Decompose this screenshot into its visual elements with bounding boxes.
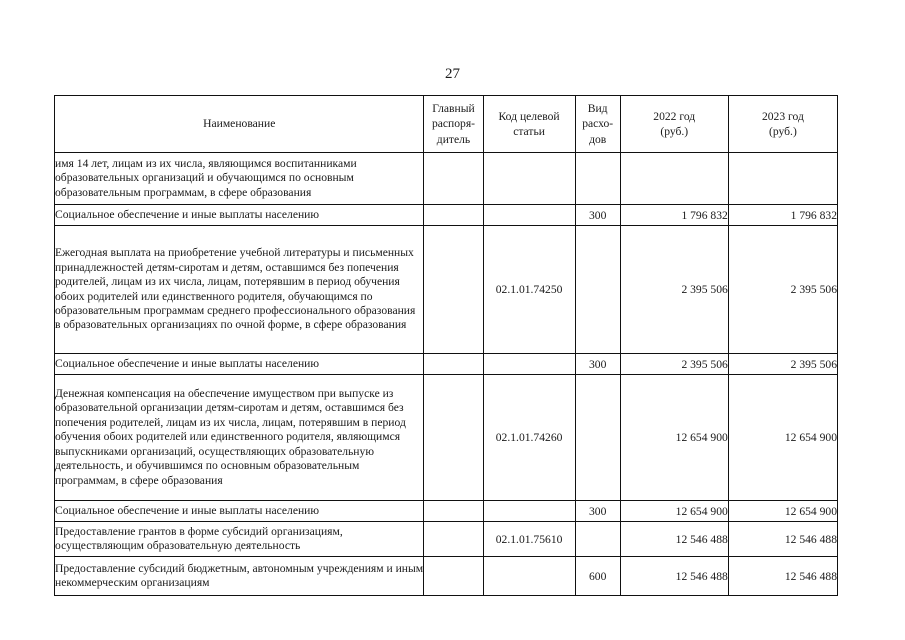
row-year-2023: 2 395 506 — [728, 354, 837, 375]
row-target-code — [483, 153, 575, 205]
row-expense-type — [575, 153, 620, 205]
row-main-manager — [424, 522, 483, 557]
row-target-code — [483, 501, 575, 522]
row-main-manager — [424, 153, 483, 205]
row-expense-type: 600 — [575, 557, 620, 596]
row-year-2023 — [728, 153, 837, 205]
row-year-2023: 12 654 900 — [728, 375, 837, 501]
row-year-2022: 1 796 832 — [620, 205, 728, 226]
row-year-2023: 2 395 506 — [728, 226, 837, 354]
row-name: имя 14 лет, лицам из их числа, являющимся воспитанниками образовательных организаций и обучающимся по основным образовательным программам, в сфере образования — [55, 153, 424, 205]
row-name: Социальное обеспечение и иные выплаты населению — [55, 501, 424, 522]
table-row — [55, 557, 838, 596]
row-year-2023: 12 654 900 — [728, 501, 837, 522]
row-target-code — [483, 354, 575, 375]
row-year-2023: 12 546 488 — [728, 557, 837, 596]
table-row — [55, 522, 838, 557]
table-row — [55, 226, 838, 354]
row-year-2022: 12 546 488 — [620, 522, 728, 557]
row-name: Предоставление субсидий бюджетным, автономным учреждениям и иным некоммерческим организациям — [55, 557, 424, 596]
row-expense-type — [575, 375, 620, 501]
row-expense-type: 300 — [575, 501, 620, 522]
row-target-code: 02.1.01.75610 — [483, 522, 575, 557]
header-expense-type: Вид расхо-дов — [575, 96, 620, 153]
row-name: Ежегодная выплата на приобретение учебной литературы и письменных принадлежностей детям-сиротам и детям, оставшимся без попечения родителей, лицам из их числа, лицам, потерявшим в период обучения обоих родителей или единственного родителя, обучающимся по образовательным программам среднего профессионального образования в образовательных организациях по очной форме, в сфере образования — [55, 226, 424, 354]
table-row — [55, 153, 838, 205]
row-year-2023: 12 546 488 — [728, 522, 837, 557]
table-row — [55, 501, 838, 522]
row-main-manager — [424, 501, 483, 522]
row-name: Социальное обеспечение и иные выплаты населению — [55, 205, 424, 226]
row-year-2022 — [620, 153, 728, 205]
row-main-manager — [424, 205, 483, 226]
row-name: Предоставление грантов в форме субсидий организациям, осуществляющим образовательную деятельность — [55, 522, 424, 557]
row-target-code — [483, 557, 575, 596]
row-year-2022: 2 395 506 — [620, 226, 728, 354]
row-expense-type: 300 — [575, 354, 620, 375]
header-main-manager: Главный распоря-дитель — [424, 96, 483, 153]
header-year-2023: 2023 год (руб.) — [728, 96, 837, 153]
table-row — [55, 205, 838, 226]
row-main-manager — [424, 557, 483, 596]
row-main-manager — [424, 375, 483, 501]
row-target-code — [483, 205, 575, 226]
row-name: Денежная компенсация на обеспечение имуществом при выпуске из образовательной организации детям-сиротам и детям, оставшимся без попечения родителей, лицам из их числа, лицам, потерявшим в период обучения обоих родителей или единственного родителя, являющимся выпускниками организаций, осуществляющих образовательную деятельность, и обучившимся по основным образовательным программам, в сфере образования — [55, 375, 424, 501]
row-target-code: 02.1.01.74260 — [483, 375, 575, 501]
page-number: 27 — [445, 66, 460, 82]
header-year-2022: 2022 год (руб.) — [620, 96, 728, 153]
header-name: Наименование — [55, 96, 424, 153]
row-year-2022: 12 546 488 — [620, 557, 728, 596]
row-main-manager — [424, 354, 483, 375]
table-row — [55, 375, 838, 501]
row-year-2022: 12 654 900 — [620, 501, 728, 522]
row-expense-type: 300 — [575, 205, 620, 226]
row-expense-type — [575, 522, 620, 557]
row-main-manager — [424, 226, 483, 354]
row-name: Социальное обеспечение и иные выплаты населению — [55, 354, 424, 375]
header-target-code: Код целевой статьи — [483, 96, 575, 153]
row-year-2022: 2 395 506 — [620, 354, 728, 375]
row-year-2023: 1 796 832 — [728, 205, 837, 226]
row-target-code: 02.1.01.74250 — [483, 226, 575, 354]
budget-table — [54, 95, 838, 596]
table-row — [55, 354, 838, 375]
row-year-2022: 12 654 900 — [620, 375, 728, 501]
table-header-row — [55, 96, 838, 153]
row-expense-type — [575, 226, 620, 354]
